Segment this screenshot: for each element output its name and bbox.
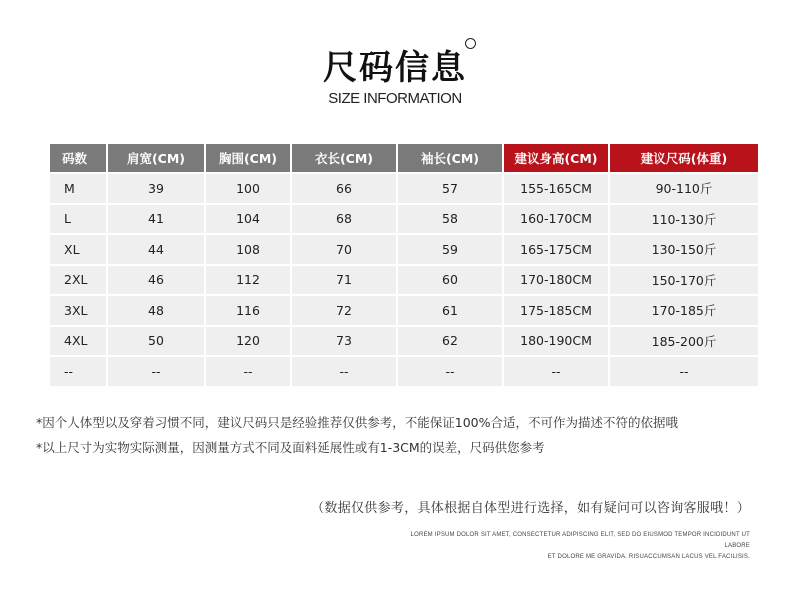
note-line: *因个人体型以及穿着习惯不同，建议尺码只是经验推荐仅供参考，不能保证100%合适，不可作为描述不符的依据哦 — [36, 415, 678, 430]
cell-height: 170-180CM — [504, 266, 608, 295]
header-shoulder: 肩宽(CM) — [108, 144, 204, 172]
reference-note: （数据仅供参考，具体根据自体型进行选择，如有疑问可以咨询客服哦！） — [311, 501, 750, 516]
table-row — [50, 235, 758, 264]
note-line: *以上尺寸为实物实际测量，因测量方式不同及面料延展性或有1-3CM的误差，尺码供您参考 — [36, 440, 545, 455]
cell-chest: 108 — [206, 235, 290, 264]
cell-shoulder: -- — [108, 357, 204, 386]
cell-chest: 112 — [206, 266, 290, 295]
table-row — [50, 174, 758, 203]
cell-shoulder: 41 — [108, 205, 204, 234]
cell-shoulder: 46 — [108, 266, 204, 295]
cell-length: 66 — [292, 174, 396, 203]
header-suggested-weight: 建议尺码(体重) — [610, 144, 758, 172]
cell-weight: 170-185斤 — [610, 296, 758, 325]
cell-chest: -- — [206, 357, 290, 386]
size-table — [48, 142, 760, 388]
cell-weight: 90-110斤 — [610, 174, 758, 203]
cell-size: -- — [50, 357, 106, 386]
cell-shoulder: 48 — [108, 296, 204, 325]
cell-weight: 130-150斤 — [610, 235, 758, 264]
degree-circle-icon — [465, 38, 476, 49]
cell-size: 2XL — [50, 266, 106, 295]
cell-shoulder: 39 — [108, 174, 204, 203]
cell-chest: 104 — [206, 205, 290, 234]
cell-height: 180-190CM — [504, 327, 608, 356]
cell-length: 68 — [292, 205, 396, 234]
table-row — [50, 266, 758, 295]
cell-size: L — [50, 205, 106, 234]
lorem-text — [390, 530, 750, 563]
cell-chest: 116 — [206, 296, 290, 325]
cell-size: 4XL — [50, 327, 106, 356]
cell-chest: 100 — [206, 174, 290, 203]
header-size: 码数 — [50, 144, 106, 172]
cell-height: 165-175CM — [504, 235, 608, 264]
cell-height: 175-185CM — [504, 296, 608, 325]
cell-sleeve: 58 — [398, 205, 502, 234]
table-row — [50, 327, 758, 356]
cell-sleeve: 62 — [398, 327, 502, 356]
size-notes — [36, 410, 678, 460]
page-title: 尺码信息 — [323, 48, 467, 88]
lorem-line: LOREM IPSUM DOLOR SIT AMET, CONSECTETUR ADIPISCING ELIT, SED DO EIUSMOD TEMPOR INCIDIDUNT UT LABORE — [410, 532, 750, 549]
cell-sleeve: 61 — [398, 296, 502, 325]
cell-size: M — [50, 174, 106, 203]
cell-weight: 110-130斤 — [610, 205, 758, 234]
cell-weight: -- — [610, 357, 758, 386]
cell-shoulder: 50 — [108, 327, 204, 356]
table-row — [50, 357, 758, 386]
cell-weight: 150-170斤 — [610, 266, 758, 295]
cell-weight: 185-200斤 — [610, 327, 758, 356]
cell-length: 70 — [292, 235, 396, 264]
cell-length: -- — [292, 357, 396, 386]
header-sleeve: 袖长(CM) — [398, 144, 502, 172]
cell-sleeve: 60 — [398, 266, 502, 295]
cell-sleeve: 59 — [398, 235, 502, 264]
header-chest: 胸围(CM) — [206, 144, 290, 172]
cell-size: XL — [50, 235, 106, 264]
cell-chest: 120 — [206, 327, 290, 356]
header-suggested-height: 建议身高(CM) — [504, 144, 608, 172]
page-subtitle: SIZE INFORMATION — [328, 90, 462, 107]
header-length: 衣长(CM) — [292, 144, 396, 172]
cell-height: 160-170CM — [504, 205, 608, 234]
cell-shoulder: 44 — [108, 235, 204, 264]
cell-sleeve: 57 — [398, 174, 502, 203]
table-row — [50, 205, 758, 234]
size-table-header-row — [50, 144, 758, 172]
cell-height: 155-165CM — [504, 174, 608, 203]
cell-size: 3XL — [50, 296, 106, 325]
lorem-line: ET DOLORE ME GRAVIDA. RISUACCUMSAN LACUS VEL FACILISIS. — [547, 554, 750, 560]
cell-length: 71 — [292, 266, 396, 295]
cell-height: -- — [504, 357, 608, 386]
table-row — [50, 296, 758, 325]
cell-length: 72 — [292, 296, 396, 325]
cell-length: 73 — [292, 327, 396, 356]
cell-sleeve: -- — [398, 357, 502, 386]
